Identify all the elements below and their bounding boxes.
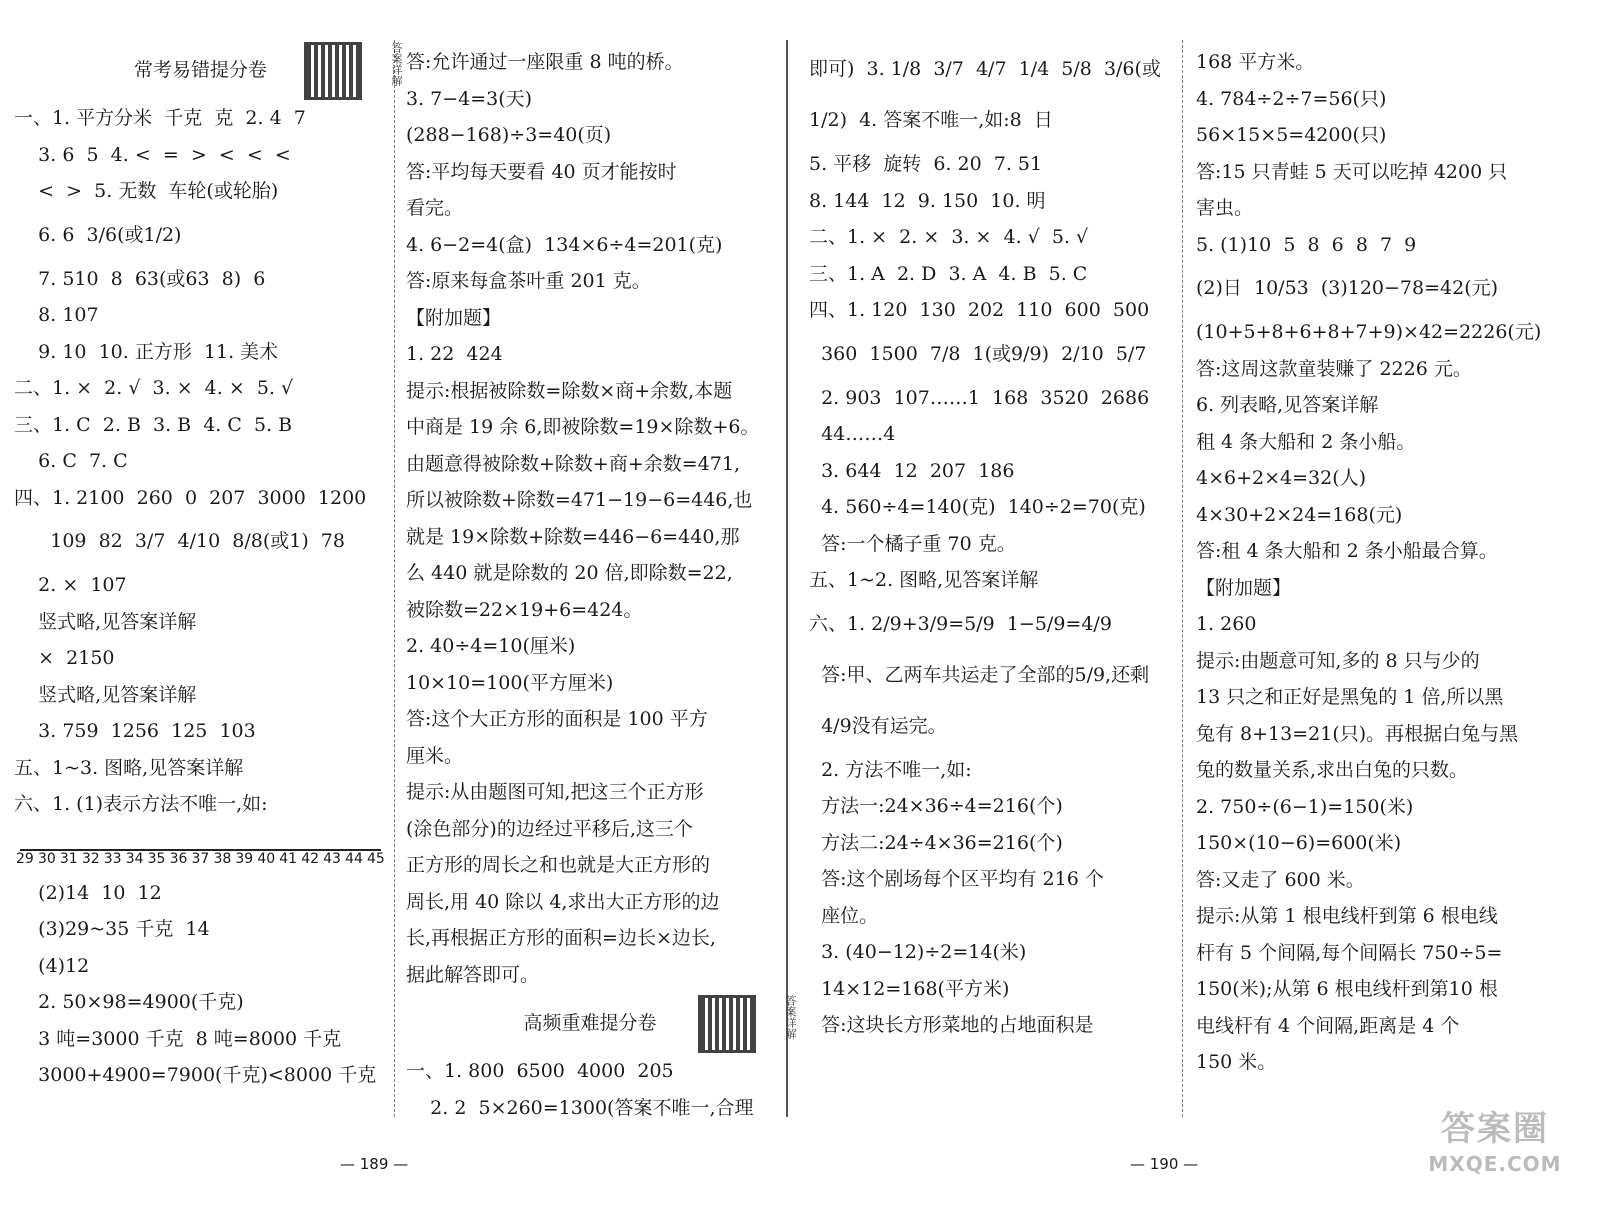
answer-line: (10+5+8+6+8+7+9)×42=2226(元): [1196, 321, 1542, 343]
answer-line: 竖式略,见答案详解: [14, 683, 197, 706]
answer-line: × 2150: [14, 647, 115, 669]
answer-line: 兔的数量关系,求出白兔的只数。: [1196, 759, 1469, 781]
column-divider: [394, 40, 395, 1117]
answer-line: 【附加题】: [406, 306, 502, 329]
answer-line: 4. 784÷2÷7=56(只): [1196, 87, 1387, 110]
answer-line: 3. (40−12)÷2=14(米): [809, 941, 1027, 963]
answer-line: 9. 10 10. 正方形 11. 美术: [14, 340, 279, 363]
answer-line: 所以被除数+除数=471−19−6=446,也: [406, 489, 753, 511]
number-line-label: 44: [345, 850, 363, 867]
number-line-label: 41: [279, 850, 298, 867]
answer-line: 4. 6−2=4(盒) 134×6÷4=201(克): [406, 233, 723, 256]
answer-line: 7. 510 8 63(或63 8) 6: [14, 267, 266, 290]
answer-line: 提示:从第 1 根电线杆到第 6 根电线: [1196, 905, 1498, 927]
page-spine: [786, 40, 788, 1117]
answer-line: 4/9没有运完。: [809, 714, 947, 737]
answer-line: 13 只之和正好是黑兔的 1 倍,所以黑: [1196, 686, 1504, 708]
answer-line: 8. 144 12 9. 150 10. 明: [809, 189, 1046, 212]
number-line-label: 30: [37, 850, 56, 867]
watermark-text: 答案圈: [1441, 1109, 1549, 1149]
answer-line: 6. 6 3/6(或1/2): [14, 223, 182, 246]
column-4: [1190, 44, 1595, 1135]
answer-line: 一、1. 平方分米 千克 克 2. 4 7: [14, 107, 306, 129]
answer-line: 2. 40÷4=10(厘米): [406, 635, 576, 657]
answer-line: 答:这个剧场每个区平均有 216 个: [809, 868, 1104, 890]
answer-line: 答:这周这款童装赚了 2226 元。: [1196, 357, 1472, 380]
answer-line: 3. 7−4=3(天): [406, 87, 533, 110]
answer-line: 一、1. 800 6500 4000 205: [406, 1060, 674, 1082]
answer-line: 2. 50×98=4900(千克): [14, 991, 244, 1013]
answer-line: 150×(10−6)=600(米): [1196, 832, 1402, 854]
answer-line: 租 4 条大船和 2 条小船。: [1196, 430, 1416, 453]
answer-line: 四、1. 120 130 202 110 600 500: [809, 299, 1150, 321]
answer-line: 答:15 只青蛙 5 天可以吃掉 4200 只: [1196, 160, 1508, 183]
answer-line: (3)29~35 千克 14: [14, 918, 210, 940]
answer-line: 1/2) 4. 答案不唯一,如:8 日: [809, 109, 1053, 131]
answer-line: 方法一:24×36÷4=216(个): [809, 795, 1063, 817]
answer-line: (2)日 10/53 (3)120−78=42(元): [1196, 277, 1499, 299]
answer-line: 168 平方米。: [1196, 51, 1315, 73]
page-number-right: — 190 —: [1130, 1155, 1199, 1173]
answer-line: 答:原来每盒茶叶重 201 克。: [406, 270, 651, 292]
answer-line: 360 1500 7/8 1(或9/9) 2/10 5/7: [809, 342, 1147, 365]
answer-line: 竖式略,见答案详解: [14, 610, 197, 633]
answer-line: 提示:由题意可知,多的 8 只与少的: [1196, 649, 1480, 672]
number-line-label: 33: [103, 850, 122, 867]
answer-line: < > 5. 无数 车轮(或轮胎): [14, 180, 279, 202]
section-title-1: [14, 40, 403, 100]
answer-line: 座位。: [809, 904, 879, 927]
answer-line: 6. 列表略,见答案详解: [1196, 394, 1379, 416]
number-line-label: 45: [367, 850, 385, 867]
answer-line: 14×12=168(平方米): [809, 977, 1010, 1000]
answer-line: 周长,用 40 除以 4,求出大正方形的边: [406, 890, 720, 913]
answer-lines: [1196, 44, 1589, 1081]
answer-line: 厘米。: [406, 744, 464, 767]
answer-line: 提示:根据被除数=除数×商+余数,本题: [406, 379, 733, 402]
answer-line: 3. 644 12 207 186: [809, 459, 1015, 482]
answer-lines: [14, 100, 387, 823]
answer-line: 答:一个橘子重 70 克。: [809, 532, 1016, 555]
answer-line: 1. 22 424: [406, 343, 503, 365]
answer-line: (4)12: [14, 954, 90, 977]
answer-line: 4. 560÷4=140(克) 140÷2=70(克): [809, 496, 1146, 518]
answer-line: 三、1. A 2. D 3. A 4. B 5. C: [809, 262, 1088, 285]
answer-line: 5. (1)10 5 8 6 8 7 9: [1196, 233, 1417, 256]
section-title-2: [406, 993, 797, 1053]
number-line-label: 43: [323, 850, 341, 867]
answer-line: 害虫。: [1196, 197, 1254, 219]
answer-line: 被除数=22×19+6=424。: [406, 598, 643, 621]
column-1: [8, 40, 403, 1135]
number-line-label: 42: [301, 850, 320, 867]
answer-line: 2. × 107: [14, 574, 127, 596]
qr-code-icon[interactable]: [698, 995, 756, 1053]
answer-line: 方法二:24÷4×36=216(个): [809, 831, 1063, 854]
answer-line: 即可) 3. 1/8 3/7 4/7 1/4 5/8 3/6(或: [809, 58, 1161, 80]
answer-line: 长,再根据正方形的面积=边长×边长,: [406, 927, 716, 949]
answer-line: 六、1. 2/9+3/9=5/9 1−5/9=4/9: [809, 612, 1112, 635]
answer-line: 答:平均每天要看 40 页才能按时: [406, 160, 677, 183]
answer-line: 150 米。: [1196, 1051, 1277, 1073]
answer-line: (涂色部分)的边经过平移后,这三个: [406, 817, 693, 840]
answer-line: 电线杆有 4 个间隔,距离是 4 个: [1196, 1014, 1460, 1037]
page-number-left: — 189 —: [340, 1155, 409, 1173]
number-line-label: 29: [16, 850, 34, 867]
watermark-url: MXQE.COM: [1428, 1152, 1562, 1176]
answer-line: 10×10=100(平方厘米): [406, 671, 614, 694]
answer-line: 看完。: [406, 197, 464, 219]
answer-line: 二、1. × 2. √ 3. × 4. × 5. √: [14, 377, 294, 399]
number-line-labels: [14, 851, 387, 875]
answer-line: 杆有 5 个间隔,每个间隔长 750÷5=: [1196, 941, 1503, 964]
answer-line: 中商是 19 余 6,即被除数=19×除数+6。: [406, 416, 760, 438]
answer-line: 就是 19×除数+除数=446−6=440,那: [406, 525, 740, 548]
answer-line: 六、1. (1)表示方法不唯一,如:: [14, 793, 268, 815]
answer-line: 2. 903 107……1 168 3520 2686: [809, 386, 1150, 409]
answer-line: 109 82 3/7 4/10 8/8(或1) 78: [14, 530, 345, 552]
answer-line: 五、1~3. 图略,见答案详解: [14, 756, 244, 779]
answer-line: 8. 107: [14, 304, 99, 326]
column-divider: [1182, 40, 1183, 1117]
answer-line: 答:甲、乙两车共运走了全部的5/9,还剩: [809, 663, 1150, 686]
answer-line: 3. 6 5 4. < = > < < <: [14, 143, 291, 166]
number-line: [20, 823, 381, 851]
answer-line: 四、1. 2100 260 0 207 3000 1200: [14, 486, 367, 509]
answer-line: 2. 750÷(6−1)=150(米): [1196, 795, 1414, 818]
section-title-text: 常考易错提分卷: [133, 59, 267, 81]
answer-line: 三、1. C 2. B 3. B 4. C 5. B: [14, 413, 293, 436]
answer-line: 据此解答即可。: [406, 963, 540, 986]
answer-line: (2)14 10 12: [14, 881, 162, 904]
number-line-label: 35: [147, 850, 166, 867]
answer-line: 提示:从由题图可知,把这三个正方形: [406, 781, 704, 803]
answer-line: 44……4: [809, 423, 896, 445]
answer-line: 么 440 就是除数的 20 倍,即除数=22,: [406, 562, 733, 584]
answer-line: 2. 方法不唯一,如:: [809, 758, 972, 781]
qr-code-icon[interactable]: [304, 42, 362, 100]
answer-line: 正方形的周长之和也就是大正方形的: [406, 854, 711, 876]
column-2: [400, 44, 797, 1135]
answer-line: 4×30+2×24=168(元): [1196, 503, 1403, 526]
watermark-logo: [1410, 1107, 1580, 1187]
answer-line: 3. 759 1256 125 103: [14, 720, 256, 742]
qr-note: 答案详解: [784, 995, 797, 1039]
number-line-label: 32: [81, 850, 100, 867]
answer-line: 【附加题】: [1196, 576, 1292, 599]
answer-line: 二、1. × 2. × 3. × 4. √ 5. √: [809, 226, 1089, 248]
answer-line: 56×15×5=4200(只): [1196, 124, 1387, 146]
answer-line: 五、1~2. 图略,见答案详解: [809, 569, 1039, 591]
answer-line: 4×6+2×4=32(人): [1196, 467, 1367, 489]
number-line-label: 39: [235, 850, 254, 867]
answer-line: 2. 2 5×260=1300(答案不唯一,合理: [406, 1096, 754, 1119]
answer-line: 5. 平移 旋转 6. 20 7. 51: [809, 153, 1043, 175]
number-line-label: 36: [169, 850, 188, 867]
answer-line: 兔有 8+13=21(只)。再根据白兔与黑: [1196, 722, 1519, 745]
answer-line: 3000+4900=7900(千克)<8000 千克: [14, 1064, 377, 1086]
answer-lines: [809, 44, 1172, 1044]
answer-line: 答:租 4 条大船和 2 条小船最合算。: [1196, 540, 1498, 562]
answer-line: 6. C 7. C: [14, 450, 128, 472]
answer-line: 答:这块长方形菜地的占地面积是: [809, 1014, 1094, 1036]
number-line-label: 37: [191, 850, 210, 867]
number-line-label: 31: [59, 850, 78, 867]
answer-line: 1. 260: [1196, 613, 1257, 635]
answer-line: (288−168)÷3=40(页): [406, 124, 612, 146]
answer-line: 150(米);从第 6 根电线杆到第10 根: [1196, 978, 1498, 1000]
section-title-text: 高频重难提分卷: [523, 1012, 657, 1034]
qr-note: 答案详解: [390, 42, 403, 86]
column-3: [803, 44, 1178, 1135]
answer-line: 由题意得被除数+除数+商+余数=471,: [406, 452, 740, 475]
answer-lines: [406, 44, 774, 993]
answer-line: 3 吨=3000 千克 8 吨=8000 千克: [14, 1027, 342, 1050]
number-line-label: 38: [213, 850, 232, 867]
answer-lines-after: [406, 1053, 774, 1126]
number-line-label: 34: [125, 850, 144, 867]
answer-line: 答:允许通过一座限重 8 吨的桥。: [406, 51, 684, 73]
answer-line: 答:又走了 600 米。: [1196, 868, 1365, 891]
number-line-label: 40: [257, 850, 276, 867]
answer-line: 答:这个大正方形的面积是 100 平方: [406, 708, 708, 730]
answer-lines-after: [14, 875, 387, 1094]
